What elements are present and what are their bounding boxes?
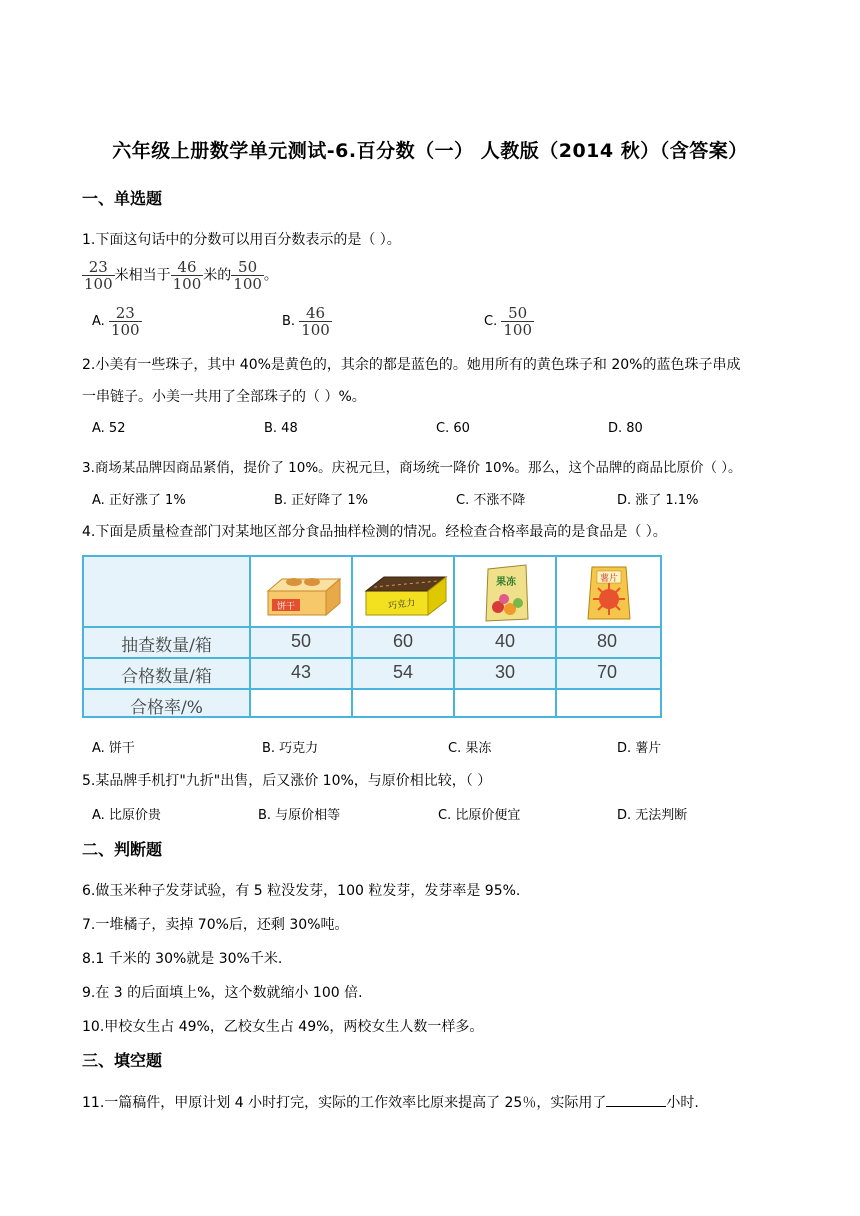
section-true-false: 二、判断题 — [82, 840, 163, 859]
question-5-option-b: B. 与原价相等 — [258, 808, 341, 823]
question-1-option-c: C. $\frac{50}{100}$ — [484, 304, 532, 339]
jelly-bag-label: 果冻 — [496, 577, 516, 588]
question-8: 8.1 千米的 30%就是 30%千米. — [82, 951, 283, 967]
chocolate-box-label: 巧克力 — [387, 598, 416, 612]
row-label-rate: 合格率/% — [130, 698, 203, 718]
question-4-option-d: D. 薯片 — [617, 741, 662, 756]
question-3-option-c: C. 不涨不降 — [456, 493, 526, 508]
question-1-option-b: B. $\frac{46}{100}$ — [282, 304, 330, 339]
question-5: 5.某品牌手机打"九折"出售，后又涨价 10%，与原价相比较，（ ） — [82, 773, 492, 789]
question-2-option-c: C. 60 — [436, 421, 470, 436]
biscuit-box-label: 饼干 — [276, 602, 296, 612]
question-2-line-1: 2.小美有一些珠子，其中 40%是黄色的，其余的都是蓝色的。她用所有的黄色珠子和 20%的蓝色珠子串成 — [82, 357, 741, 373]
passed-chips: 70 — [596, 662, 618, 682]
question-4-option-b: B. 巧克力 — [262, 741, 319, 756]
question-2-option-a: A. 52 — [92, 421, 126, 436]
chips-bag-icon — [584, 563, 634, 623]
question-7: 7.一堆橘子，卖掉 70%后，还剩 30%吨。 — [82, 917, 349, 933]
section-fill-blank: 三、填空题 — [82, 1051, 163, 1070]
question-5-option-c: C. 比原价便宜 — [438, 808, 521, 823]
fraction-50-100: $\frac{50}{100}$ — [233, 258, 262, 293]
question-4-option-a: A. 饼干 — [92, 741, 135, 756]
question-10: 10.甲校女生占 49%，乙校女生占 49%，两校女生人数一样多。 — [82, 1019, 484, 1035]
question-3-option-a: A. 正好涨了 1% — [92, 493, 186, 508]
row-label-sampled: 抽查数量/箱 — [121, 636, 212, 656]
page-title: 六年级上册数学单元测试-6.百分数（一） 人教版（2014 秋）（含答案） — [112, 140, 748, 162]
question-2-option-d: D. 80 — [608, 421, 643, 436]
food-inspection-table — [82, 555, 662, 718]
question-5-option-a: A. 比原价贵 — [92, 808, 161, 823]
passed-jelly: 30 — [494, 662, 516, 682]
chocolate-box-icon — [362, 569, 450, 619]
section-single-choice: 一、单选题 — [82, 189, 163, 208]
jelly-bag-icon — [482, 563, 532, 623]
biscuit-box-icon — [264, 569, 344, 619]
question-2-option-b: B. 48 — [264, 421, 298, 436]
row-label-passed: 合格数量/箱 — [121, 667, 212, 687]
question-3: 3.商场某品牌因商品紧俏，提价了 10%。庆祝元旦，商场统一降价 10%。那么，这个品牌的商品比原价（ ）。 — [82, 460, 742, 476]
question-6: 6.做玉米种子发芽试验，有 5 粒没发芽，100 粒发芽，发芽率是 95%. — [82, 883, 521, 899]
chips-bag-label: 薯片 — [599, 574, 619, 584]
question-3-option-d: D. 涨了 1.1% — [617, 493, 699, 508]
passed-biscuit: 43 — [290, 662, 312, 682]
passed-chocolate: 54 — [392, 662, 414, 682]
question-1-statement: $\frac{23}{100}$ 米相当于 $\frac{46}{100}$ 米的 $\frac{50}{100}$ 。 — [84, 258, 278, 293]
sampled-jelly: 40 — [494, 631, 516, 651]
question-4-option-c: C. 果冻 — [448, 741, 492, 756]
question-11: 11.一篇稿件，甲原计划 4 小时打完，实际的工作效率比原来提高了 25％，实际用了 小时. — [82, 1092, 699, 1112]
question-1-option-a: A. $\frac{23}{100}$ — [92, 304, 140, 339]
fraction-23-100: $\frac{23}{100}$ — [84, 258, 113, 293]
question-5-option-d: D. 无法判断 — [617, 808, 688, 823]
question-1: 1.下面这句话中的分数可以用百分数表示的是（ ）。 — [82, 232, 401, 248]
question-9: 9.在 3 的后面填上%，这个数就缩小 100 倍. — [82, 985, 363, 1001]
sampled-chips: 80 — [596, 631, 618, 651]
sampled-chocolate: 60 — [392, 631, 414, 651]
answer-blank[interactable] — [606, 1092, 666, 1107]
sampled-biscuit: 50 — [290, 631, 312, 651]
fraction-46-100: $\frac{46}{100}$ — [172, 258, 202, 293]
question-4: 4.下面是质量检查部门对某地区部分食品抽样检测的情况。经检查合格率最高的是食品是（ ）。 — [82, 524, 667, 540]
question-3-option-b: B. 正好降了 1% — [274, 493, 368, 508]
question-2-line-2: 一串链子。小美一共用了全部珠子的（ ）%。 — [82, 389, 366, 405]
